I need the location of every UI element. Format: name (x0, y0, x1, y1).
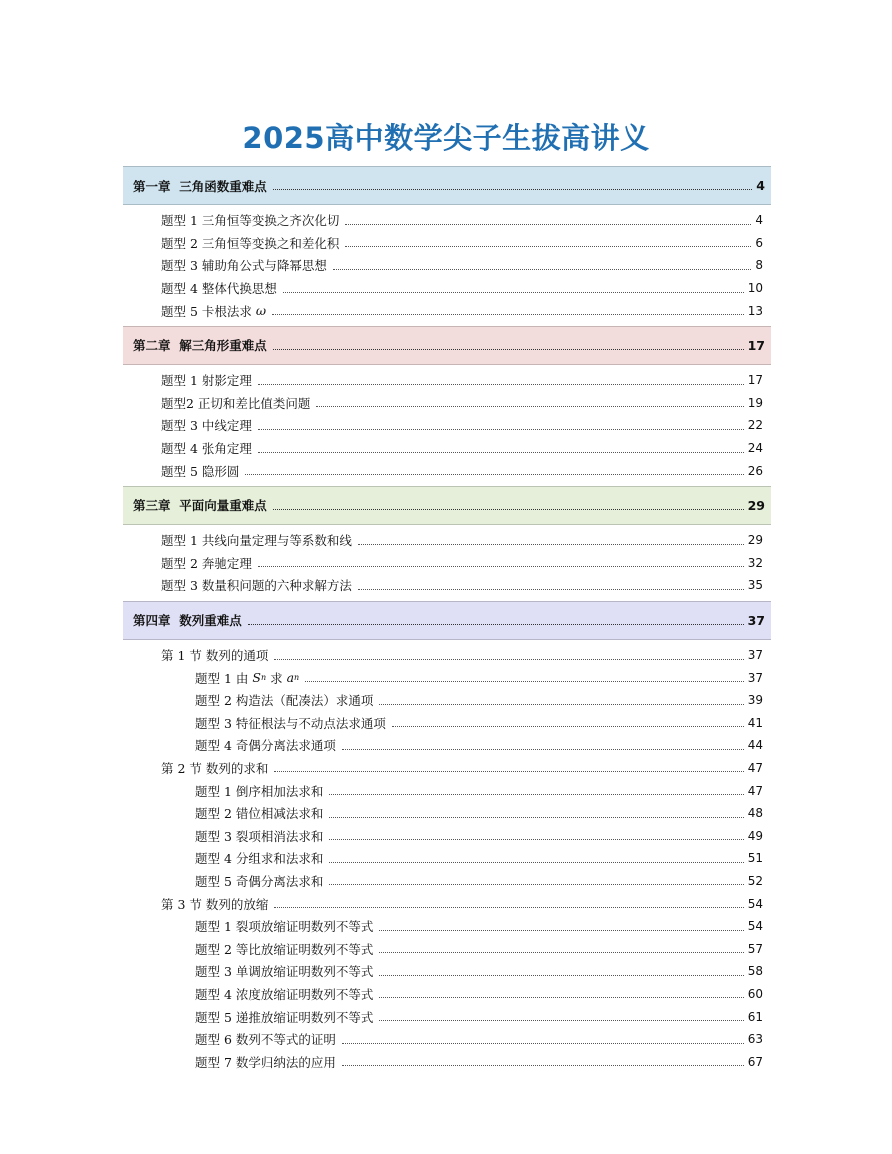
entry-label: 题型 1 裂项放缩证明数列不等式 (195, 919, 374, 935)
entry-label: 题型 5 递推放缩证明数列不等式 (195, 1009, 374, 1025)
page-number: 54 (747, 896, 763, 911)
toc-entry[interactable] (123, 459, 771, 482)
entry-label: 题型 6 数列不等式的证明 (195, 1032, 336, 1048)
dot-leader (329, 794, 743, 795)
dot-leader (379, 952, 743, 953)
entry-label: 题型 3 单调放缩证明数列不等式 (195, 964, 374, 980)
dot-leader (358, 544, 744, 545)
toc-entry[interactable] (123, 552, 771, 575)
page-number: 29 (747, 497, 765, 513)
entry-label: 题型2 正切和差比值类问题 (161, 395, 311, 411)
toc-section[interactable] (123, 644, 771, 667)
page-number: 39 (747, 693, 763, 708)
toc-entry[interactable] (123, 689, 771, 712)
entry-label: 题型 1 倒序相加法求和 (195, 783, 324, 799)
entry-label: 题型 5 隐形圆 (161, 463, 240, 479)
page-number: 24 (747, 441, 763, 456)
toc-entry[interactable] (123, 437, 771, 460)
page-number: 17 (747, 337, 765, 353)
entry-label: 题型 3 辅助角公式与降幂思想 (161, 258, 327, 274)
dot-leader (258, 452, 744, 453)
document-title: 2025高中数学尖子生拔高讲义 (242, 121, 650, 155)
page-number: 47 (747, 783, 763, 798)
toc-entry[interactable] (123, 666, 771, 689)
dot-leader (283, 292, 744, 293)
toc-section[interactable] (123, 892, 771, 915)
dot-leader (379, 1020, 743, 1021)
toc-section[interactable] (123, 757, 771, 780)
page-number: 61 (747, 1009, 763, 1024)
dot-leader (379, 975, 743, 976)
page-number: 13 (747, 303, 763, 318)
toc-entry[interactable] (123, 1028, 771, 1051)
toc-entry[interactable] (123, 209, 771, 232)
toc-entry[interactable] (123, 960, 771, 983)
toc-entry[interactable] (123, 915, 771, 938)
entry-label: 题型 3 数量积问题的六种求解方法 (161, 578, 352, 594)
toc-entry[interactable] (123, 1005, 771, 1028)
entry-label: 题型 4 奇偶分离法求通项 (195, 738, 336, 754)
dot-leader (258, 384, 744, 385)
page-number: 41 (747, 715, 763, 730)
page-number: 63 (747, 1032, 763, 1047)
dot-leader (329, 839, 743, 840)
entry-label: 题型 2 错位相减法求和 (195, 806, 324, 822)
page-number: 67 (747, 1054, 763, 1069)
dot-leader (342, 749, 744, 750)
chapter-2-heading[interactable] (123, 326, 771, 365)
chapter-title: 第二章 解三角形重难点 (133, 338, 267, 354)
entry-label: 题型 4 张角定理 (161, 441, 252, 457)
toc-entry[interactable] (123, 802, 771, 825)
page-number: 19 (747, 395, 763, 410)
dot-leader (329, 884, 743, 885)
dot-leader (316, 406, 743, 407)
page-number: 4 (756, 178, 765, 193)
dot-leader (258, 566, 744, 567)
math-subscript: n (260, 673, 267, 683)
toc-entry[interactable] (123, 712, 771, 735)
math-omega: ω (255, 303, 267, 319)
toc-entry[interactable] (123, 824, 771, 847)
dot-leader (379, 930, 743, 931)
dot-leader (379, 704, 743, 705)
entry-label: 题型 4 分组求和法求和 (195, 851, 324, 867)
dot-leader (358, 589, 744, 590)
toc-entry[interactable] (123, 937, 771, 960)
dot-leader (245, 474, 743, 475)
toc-entry[interactable] (123, 232, 771, 255)
entry-label: 题型 7 数学归纳法的应用 (195, 1054, 336, 1070)
toc-entry[interactable] (123, 1050, 771, 1073)
entry-label: 求 (266, 670, 287, 686)
page-number: 37 (747, 612, 765, 628)
toc-entry[interactable] (123, 574, 771, 597)
dot-leader (305, 681, 744, 682)
dot-leader (333, 269, 751, 270)
entry-label: 题型 3 特征根法与不动点法求通项 (195, 715, 386, 731)
entry-label: 题型 1 由 (195, 670, 253, 686)
dot-leader (248, 624, 744, 625)
entry-label: 题型 3 中线定理 (161, 418, 252, 434)
page-number: 6 (755, 235, 763, 250)
dot-leader (274, 907, 743, 908)
dot-leader (345, 246, 751, 247)
page-number: 49 (747, 828, 763, 843)
dot-leader (274, 659, 743, 660)
dot-leader (273, 349, 744, 350)
dot-leader (272, 314, 744, 315)
page-number: 10 (747, 281, 763, 296)
dot-leader (274, 771, 743, 772)
dot-leader (342, 1043, 744, 1044)
chapter-title: 第三章 平面向量重难点 (133, 498, 267, 514)
chapter-title: 第一章 三角函数重难点 (133, 178, 267, 194)
math-subscript: n (294, 673, 300, 683)
math-a: a (286, 670, 295, 686)
table-of-contents (123, 166, 771, 1073)
page-number: 60 (747, 986, 763, 1001)
entry-label: 题型 4 浓度放缩证明数列不等式 (195, 986, 374, 1002)
page-number: 29 (747, 533, 763, 548)
entry-label: 题型 1 共线向量定理与等系数和线 (161, 533, 352, 549)
toc-entry[interactable] (123, 414, 771, 437)
page-number: 35 (747, 578, 763, 593)
page-number: 51 (747, 851, 763, 866)
entry-label: 题型 3 裂项相消法求和 (195, 828, 324, 844)
toc-entry[interactable] (123, 254, 771, 277)
page-number: 37 (747, 648, 763, 663)
entry-label: 题型 1 射影定理 (161, 373, 252, 389)
page-number: 47 (747, 760, 763, 775)
toc-entry[interactable] (123, 369, 771, 392)
page-number: 52 (747, 873, 763, 888)
section-label: 第 3 节 数列的放缩 (161, 896, 269, 912)
page-number: 8 (755, 258, 763, 273)
entry-label: 题型 2 等比放缩证明数列不等式 (195, 941, 374, 957)
entry-label: 题型 5 卡根法求 (161, 303, 256, 319)
dot-leader (258, 429, 744, 430)
math-s: S (252, 670, 261, 686)
page-number: 58 (747, 964, 763, 979)
chapter-4-heading[interactable] (123, 601, 771, 640)
dot-leader (329, 862, 743, 863)
dot-leader (329, 817, 743, 818)
page-number: 26 (747, 463, 763, 478)
page-number: 48 (747, 806, 763, 821)
dot-leader (345, 224, 751, 225)
dot-leader (273, 189, 753, 190)
entry-label: 题型 2 构造法（配凑法）求通项 (195, 693, 374, 709)
toc-entry[interactable] (123, 529, 771, 552)
toc-entry[interactable] (123, 392, 771, 415)
toc-entry[interactable] (123, 983, 771, 1006)
page-number: 57 (747, 941, 763, 956)
toc-entry[interactable] (123, 277, 771, 300)
page-number: 44 (747, 738, 763, 753)
dot-leader (273, 509, 744, 510)
section-label: 第 1 节 数列的通项 (161, 648, 269, 664)
page-number: 17 (747, 373, 763, 388)
page-number: 4 (755, 213, 763, 228)
page-number: 37 (747, 670, 763, 685)
chapter-3-heading[interactable] (123, 486, 771, 525)
dot-leader (379, 997, 743, 998)
chapter-title: 第四章 数列重难点 (133, 613, 242, 629)
entry-label: 题型 1 三角恒等变换之齐次化切 (161, 213, 340, 229)
toc-entry[interactable] (123, 870, 771, 893)
section-label: 第 2 节 数列的求和 (161, 760, 269, 776)
toc-entry[interactable] (123, 847, 771, 870)
dot-leader (342, 1065, 744, 1066)
toc-entry[interactable] (123, 779, 771, 802)
page-number: 54 (747, 919, 763, 934)
toc-entry[interactable] (123, 734, 771, 757)
entry-label: 题型 2 三角恒等变换之和差化积 (161, 235, 340, 251)
page-number: 22 (747, 418, 763, 433)
page-number: 32 (747, 555, 763, 570)
toc-entry[interactable] (123, 299, 771, 322)
entry-label: 题型 5 奇偶分离法求和 (195, 873, 324, 889)
entry-label: 题型 2 奔驰定理 (161, 555, 252, 571)
entry-label: 题型 4 整体代换思想 (161, 281, 277, 297)
dot-leader (392, 726, 744, 727)
chapter-1-heading[interactable] (123, 166, 771, 205)
